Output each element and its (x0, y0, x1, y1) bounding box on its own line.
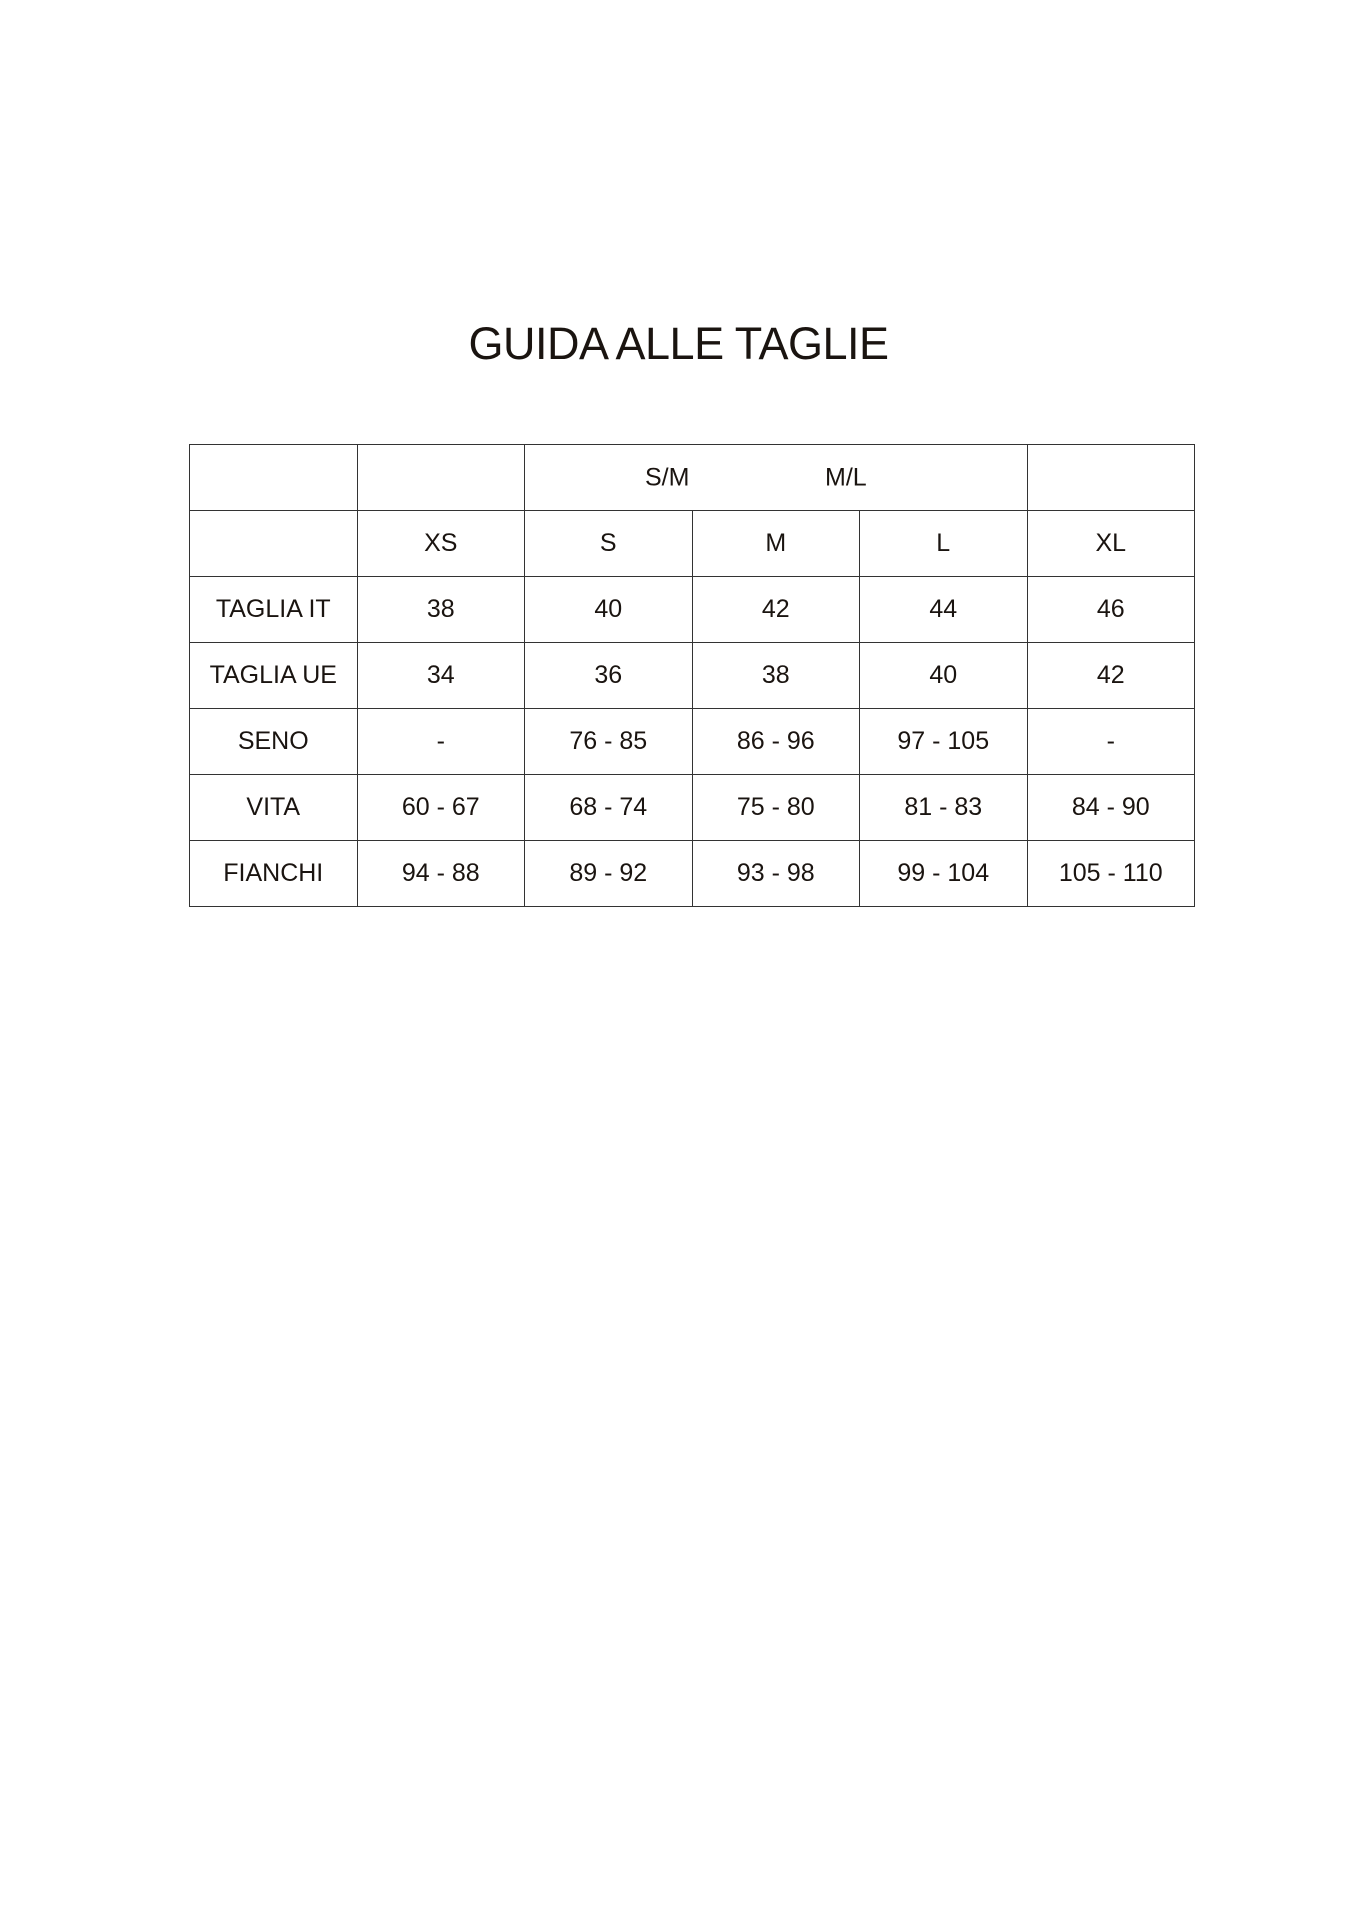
row-label: FIANCHI (190, 841, 358, 907)
row-label: TAGLIA UE (190, 643, 358, 709)
table-cell: 34 (357, 643, 525, 709)
table-cell: 40 (525, 577, 693, 643)
empty-cell (190, 511, 358, 577)
empty-cell (357, 445, 525, 511)
table-row-taglia-ue (190, 643, 1195, 709)
size-header-l: L (860, 511, 1028, 577)
table-cell: 42 (692, 577, 860, 643)
table-cell: - (1027, 709, 1195, 775)
size-header-row (190, 511, 1195, 577)
group-header-cell (525, 445, 1028, 511)
table-cell: 38 (692, 643, 860, 709)
empty-cell (1027, 445, 1195, 511)
row-label: VITA (190, 775, 358, 841)
table-cell: 94 - 88 (357, 841, 525, 907)
table-row-fianchi (190, 841, 1195, 907)
table-row-vita (190, 775, 1195, 841)
table-cell: 81 - 83 (860, 775, 1028, 841)
table-cell: 93 - 98 (692, 841, 860, 907)
table-cell: 75 - 80 (692, 775, 860, 841)
size-header-xs: XS (357, 511, 525, 577)
table-cell: 99 - 104 (860, 841, 1028, 907)
table-cell: 38 (357, 577, 525, 643)
table-cell: 68 - 74 (525, 775, 693, 841)
table-cell: 42 (1027, 643, 1195, 709)
group-label-ml: M/L (825, 463, 867, 491)
size-header-s: S (525, 511, 693, 577)
table-cell: 84 - 90 (1027, 775, 1195, 841)
empty-cell (190, 445, 358, 511)
table-cell: 46 (1027, 577, 1195, 643)
table-cell: 40 (860, 643, 1028, 709)
group-label-sm: S/M (645, 463, 690, 491)
table-cell: 89 - 92 (525, 841, 693, 907)
table-cell: - (357, 709, 525, 775)
group-header-row (190, 445, 1195, 511)
table-cell: 44 (860, 577, 1028, 643)
row-label: TAGLIA IT (190, 577, 358, 643)
size-header-m: M (692, 511, 860, 577)
size-chart-table (189, 444, 1195, 907)
row-label: SENO (190, 709, 358, 775)
table-row-seno (190, 709, 1195, 775)
table-cell: 36 (525, 643, 693, 709)
table-row-taglia-it (190, 577, 1195, 643)
table-cell: 97 - 105 (860, 709, 1028, 775)
page-title: GUIDA ALLE TAGLIE (468, 318, 889, 369)
table-cell: 86 - 96 (692, 709, 860, 775)
table-cell: 60 - 67 (357, 775, 525, 841)
table-cell: 105 - 110 (1027, 841, 1195, 907)
table-cell: 76 - 85 (525, 709, 693, 775)
size-header-xl: XL (1027, 511, 1195, 577)
